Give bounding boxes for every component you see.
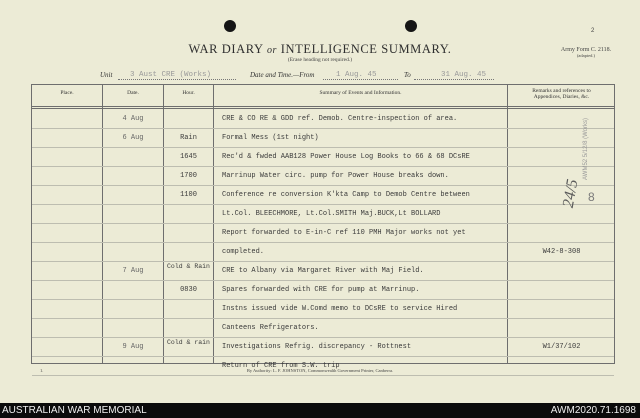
- row-summary: Spares forwarded with CRE for pump at Marrinup.: [222, 286, 420, 294]
- page-title: WAR DIARY or INTELLIGENCE SUMMARY.: [188, 42, 452, 56]
- row-date: 9 Aug: [122, 343, 144, 351]
- row-divider: [32, 356, 614, 357]
- row-divider: [32, 280, 614, 281]
- unit-value: 3 Aust CRE (Works): [130, 71, 212, 79]
- from-value: 1 Aug. 45: [336, 71, 377, 79]
- punch-hole-right: [405, 20, 417, 32]
- row-divider: [32, 185, 614, 186]
- handwritten-signature: 24/5: [559, 178, 582, 210]
- row-summary: Instns issued vide W.Comd memo to DCsRE to service Hired: [222, 305, 458, 313]
- row-hour: 1700: [180, 172, 197, 180]
- row-remarks: W1/37/102: [542, 343, 581, 351]
- row-summary: Lt.Col. BLEECHMORE, Lt.Col.SMITH Maj.BUCK,Lt BOLLARD: [222, 210, 441, 218]
- page-number: 1.: [40, 368, 44, 373]
- row-hour: 1645: [180, 153, 197, 161]
- to-underline: [414, 79, 494, 80]
- row-divider: [32, 204, 614, 205]
- corner-mark: 2: [591, 28, 595, 34]
- printer-authority: By Authority: L. F. JOHNSTON, Commonwealth Government Printer, Canberra.: [246, 368, 394, 373]
- unit-underline: [118, 79, 236, 80]
- army-form-label: Army Form C. 2118. (adapted.): [560, 47, 612, 58]
- archive-name: AUSTRALIAN WAR MEMORIAL: [2, 405, 147, 416]
- to-label: To: [404, 71, 411, 79]
- unit-label: Unit: [100, 71, 113, 79]
- row-summary: Formal Mess (1st night): [222, 134, 319, 142]
- row-divider: [32, 166, 614, 167]
- row-divider: [32, 261, 614, 262]
- row-summary: CRE & CO RE & GDD ref. Demob. Centre-inspection of area.: [222, 115, 458, 123]
- row-hour: 1100: [180, 191, 197, 199]
- row-summary: Conference re conversion K'kta Camp to Demob Centre between: [222, 191, 470, 199]
- row-divider: [32, 147, 614, 148]
- from-underline: [323, 79, 398, 80]
- row-remarks: W42-8-308: [542, 248, 581, 256]
- archive-reference: AWM2020.71.1698: [550, 405, 636, 416]
- row-hour: Rain: [180, 134, 197, 142]
- col-header-place: Place.: [60, 90, 74, 96]
- row-divider: [32, 337, 614, 338]
- col-header-date: Date.: [127, 90, 139, 96]
- datetime-label: Date and Time.—From: [250, 71, 315, 79]
- row-divider: [32, 242, 614, 243]
- vertical-stamp: AWM52 5/12/8 (Works): [583, 117, 589, 180]
- handwritten-number: 8: [588, 190, 595, 204]
- row-summary: Report forwarded to E-in-C ref 110 PMH Major works not yet: [222, 229, 466, 237]
- col-header-summary: Summary of Events and Information.: [319, 90, 402, 96]
- row-divider: [32, 375, 614, 376]
- row-date: 7 Aug: [122, 267, 144, 275]
- row-summary: Investigations Refrig. discrepancy - Rottnest: [222, 343, 412, 351]
- page-subtitle: (Erase heading not required.): [287, 57, 353, 63]
- diary-table: [31, 84, 615, 370]
- col-header-hour: Hour.: [182, 90, 195, 96]
- row-summary: Marrinup Water circ. pump for Power House breaks down.: [222, 172, 449, 180]
- row-hour: Cold & rain: [167, 339, 210, 346]
- row-date: 6 Aug: [122, 134, 144, 142]
- col-header-remarks: Remarks and references to Appendices, Diaries, &c.: [532, 88, 591, 100]
- row-divider: [32, 318, 614, 319]
- row-divider: [32, 128, 614, 129]
- row-summary: CRE to Albany via Margaret River with Maj Field.: [222, 267, 424, 275]
- row-summary: Rec'd & fwded AAB128 Power House Log Books to 66 & 68 DCsRE: [222, 153, 470, 161]
- row-summary: Canteens Refrigerators.: [222, 324, 319, 332]
- row-summary: Return of CRE from S.W. trip: [222, 362, 340, 370]
- row-divider: [32, 223, 614, 224]
- row-summary: completed.: [222, 248, 265, 256]
- row-date: 4 Aug: [122, 115, 144, 123]
- row-divider: [32, 299, 614, 300]
- row-hour: Cold & Rain: [167, 263, 210, 270]
- row-hour: 0830: [180, 286, 197, 294]
- to-value: 31 Aug. 45: [441, 71, 487, 79]
- punch-hole-left: [224, 20, 236, 32]
- archive-caption-bar: [0, 403, 640, 418]
